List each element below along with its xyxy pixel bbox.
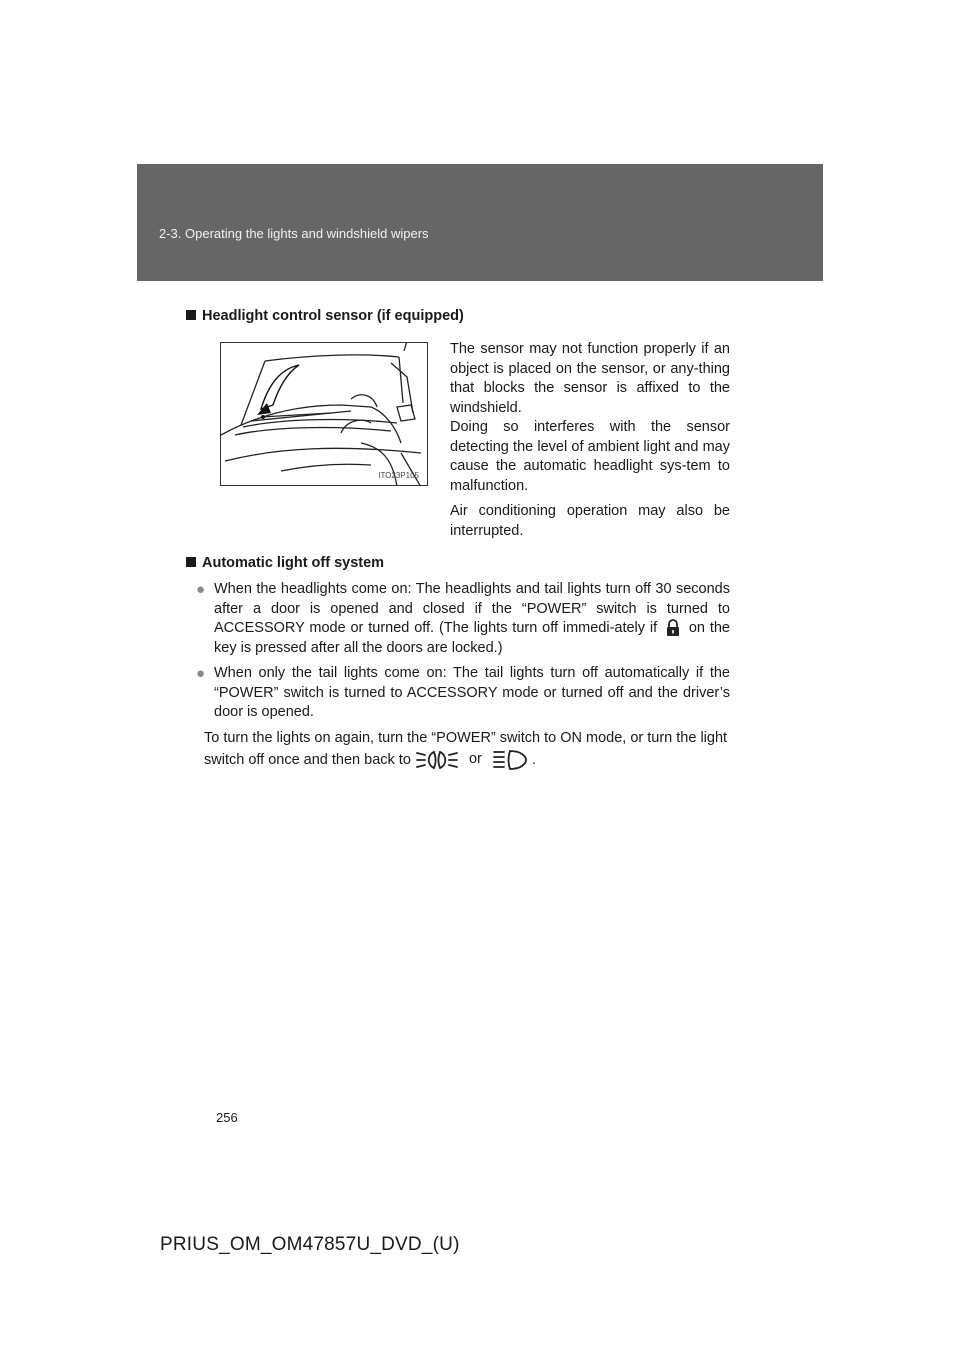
sensor-paragraph-1: The sensor may not function properly if an object is placed on the sensor, or any-thing that blocks the sensor is affixed to the windshield. — [450, 341, 730, 416]
section-heading-sensor — [186, 308, 464, 324]
sensor-paragraph-3: Air conditioning operation may also be interrupted. — [450, 503, 730, 539]
turn-on-again-text: To turn the lights on again, turn the “POWER” switch to ON mode, or turn the light switch off once and then back to — [204, 730, 728, 768]
end-period: . — [531, 751, 536, 768]
square-bullet-icon — [186, 557, 196, 567]
page-number: 256 — [216, 1110, 238, 1125]
document-footer: PRIUS_OM_OM47857U_DVD_(U) — [160, 1234, 460, 1255]
figure-code: ITO23P105 — [378, 471, 419, 480]
chapter-title: 2-3. Operating the lights and windshield wipers — [159, 226, 429, 241]
chapter-header — [137, 164, 823, 281]
sensor-paragraph-2: Doing so interferes with the sensor detecting the level of ambient light and may cause the automatic headlight sys-tem to malfunction. — [450, 419, 730, 494]
section-heading-sensor-text: Headlight control sensor (if equipped) — [202, 308, 464, 324]
bullet-tail-lights — [196, 664, 730, 723]
section-heading-auto-off-text: Automatic light off system — [202, 555, 385, 571]
tail-light-icon — [415, 749, 459, 771]
car-windshield-drawing — [221, 343, 428, 486]
square-bullet-icon — [186, 310, 196, 320]
circle-bullet-icon: ● — [196, 581, 206, 598]
bullet-headlights-text — [214, 580, 730, 658]
circle-bullet-icon: ● — [196, 665, 206, 682]
headlight-icon — [492, 749, 528, 771]
bullet-headlights — [196, 580, 730, 658]
bullet-tail-lights-text: When only the tail lights come on: The tail lights turn off automatically if the “POWER” switch is turned to ACCESSORY mode or turned off and the driver’s door is opened. — [214, 665, 730, 720]
bullet-headlights-text-a: When the headlights come on: The headlights and tail lights turn off 30 seconds after a door is opened and closed if the “POWER” switch is turned to ACCESSORY mode or turned off. (The lights turn off immedi-ately if — [214, 581, 730, 636]
windshield-sensor-illustration — [220, 342, 428, 486]
bullet-headlights-text-b: on the key is pressed after all the doors are locked.) — [214, 620, 730, 656]
or-text: or — [468, 751, 482, 768]
turn-on-again-paragraph — [204, 729, 736, 771]
section-heading-auto-off — [186, 555, 384, 571]
lock-icon — [662, 619, 684, 637]
